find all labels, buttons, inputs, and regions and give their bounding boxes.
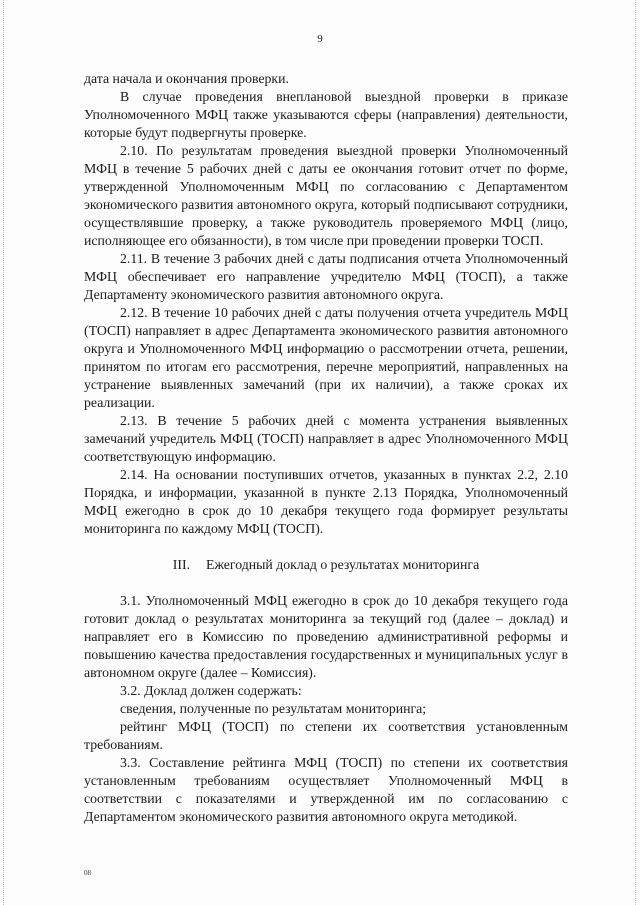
footer-mark: 08 [84, 869, 91, 877]
paragraph-2-13: 2.13. В течение 5 рабочих дней с момента устранения выявленных замечаний учредитель МФЦ (ТОСП) направляет в адрес Уполномоченного МФЦ соответствующую информацию. [84, 413, 568, 464]
paragraph: дата начала и окончания проверки. [84, 71, 289, 86]
page-number: 9 [317, 33, 323, 45]
paragraph-2-12: 2.12. В течение 10 рабочих дней с даты получения отчета учредитель МФЦ (ТОСП) направляет в адрес Департамента экономического развития автономного округа и Уполномоченного МФЦ информацию о рассмотрении отчета, решении, принятом по итогам его рассмотрения, перечне мероприятий, направленных на устранение выявленных замечаний (при их наличии), а также сроках их реализации. [84, 305, 568, 410]
list-item: сведения, полученные по результатам мониторинга; [120, 701, 427, 716]
paragraph: В случае проведения внеплановой выездной проверки в приказе Уполномоченного МФЦ также указываются сферы (направления) деятельности, которые будут подвергнуты проверке. [84, 89, 568, 140]
list-item: рейтинг МФЦ (ТОСП) по степени их соответствия установленным требованиям. [84, 719, 568, 752]
paragraph-3-1: 3.1. Уполномоченный МФЦ ежегодно в срок до 10 декабря текущего года готовит доклад о результатах мониторинга за текущий год (далее – доклад) и направляет его в Комиссию по проведению административной реформы и повышению качества предоставления государственных и муниципальных услуг в автономном округе (далее – Комиссия). [84, 593, 568, 680]
section-number: III. [172, 557, 191, 572]
paragraph-2-14: 2.14. На основании поступивших отчетов, указанных в пунктах 2.2, 2.10 Порядка, и информации, указанной в пункте 2.13 Порядка, Уполномоченный МФЦ ежегодно в срок до 10 декабря текущего года формирует результаты мониторинга по каждому МФЦ (ТОСП). [84, 467, 568, 536]
document-body [84, 70, 568, 826]
section-heading [84, 556, 568, 574]
paragraph-2-10: 2.10. По результатам проведения выездной проверки Уполномоченный МФЦ в течение 5 рабочих дней с даты ее окончания готовит отчет по форме, утвержденной Уполномоченным МФЦ по согласованию с Департаментом экономического развития автономного округа, который подписывают сотрудники, осуществлявшие проверку, а также руководитель проверяемого МФЦ (лицо, исполняющее его обязанности), в том числе при проведении проверки ТОСП. [84, 143, 568, 248]
paragraph-2-11: 2.11. В течение 3 рабочих дней с даты подписания отчета Уполномоченный МФЦ обеспечивает его направление учредителю МФЦ (ТОСП), а также Департаменту экономического развития автономного округа. [84, 251, 568, 302]
paragraph-3-3: 3.3. Составление рейтинга МФЦ (ТОСП) по степени их соответствия установленным требованиям осуществляет Уполномоченный МФЦ в соответствии с показателями и утвержденной им по согласованию с Департаментом экономического развития автономного округа методикой. [84, 755, 568, 824]
section-title: Ежегодный доклад о результатах мониторинга [206, 557, 480, 572]
paragraph-3-2: 3.2. Доклад должен содержать: [120, 683, 302, 698]
